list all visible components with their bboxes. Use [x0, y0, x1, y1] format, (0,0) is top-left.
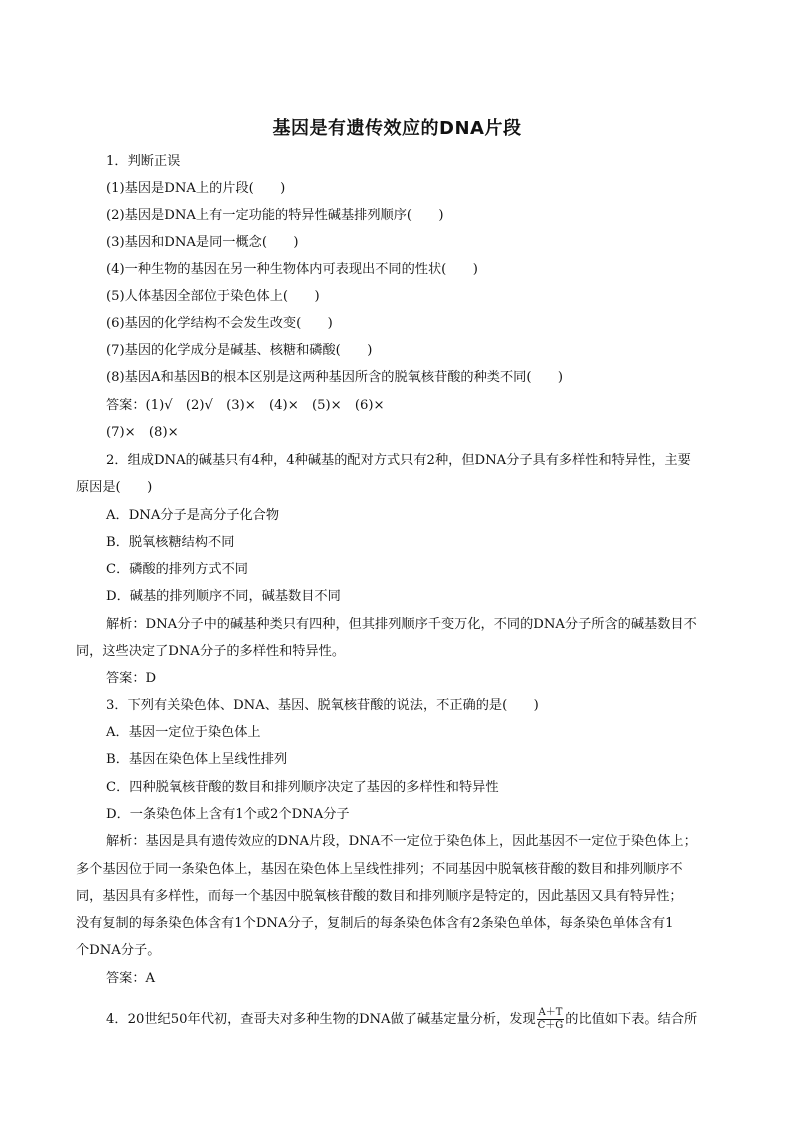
q4-stem: [106, 1007, 697, 1032]
q1-item-8: (8)基因A和基因B的根本区别是这两种基因所含的脱氧核苷酸的种类不同( ): [106, 370, 563, 385]
q2-option-c: C．磷酸的排列方式不同: [106, 562, 248, 577]
q1-answer-line-1: 答案：(1)√ (2)√ (3)× (4)× (5)× (6)×: [106, 398, 385, 413]
q3-option-d: D．一条染色体上含有1个或2个DNA分子: [106, 807, 350, 822]
q3-analysis-line-1: 解析：基因是具有遗传效应的DNA片段，DNA不一定位于染色体上，因此基因不一定位于染色体上；: [106, 834, 697, 849]
q3-analysis-line-4: 没有复制的每条染色体含有1个DNA分子，复制后的每条染色体含有2条染色单体，每条染色单体含有1: [76, 916, 674, 931]
q1-item-6: (6)基因的化学结构不会发生改变( ): [106, 316, 333, 331]
q1-item-2: (2)基因是DNA上有一定功能的特异性碱基排列顺序( ): [106, 208, 444, 223]
q2-analysis-line-2: 同，这些决定了DNA分子的多样性和特异性。: [76, 644, 346, 659]
q3-analysis-line-2: 多个基因位于同一条染色体上，基因在染色体上呈线性排列；不同基因中脱氧核苷酸的数目和排列顺序不: [76, 862, 683, 877]
q3-analysis-line-5: 个DNA分子。: [76, 943, 161, 958]
q1-item-3: (3)基因和DNA是同一概念( ): [106, 235, 299, 250]
q1-item-1: (1)基因是DNA上的片段( ): [106, 181, 286, 196]
q3-answer: 答案：A: [106, 971, 156, 986]
q2-option-b: B．脱氧核糖结构不同: [106, 535, 235, 550]
q3-analysis-line-3: 同，基因具有多样性，而每一个基因中脱氧核苷酸的数目和排列顺序是特定的，因此基因又具有特异性；: [76, 889, 683, 904]
q4-stem-after: 的比值如下表。结合所: [565, 1012, 698, 1027]
q3-stem: 3．下列有关染色体、DNA、基因、脱氧核苷酸的说法，不正确的是( ): [106, 698, 539, 713]
q2-answer: 答案：D: [106, 671, 157, 686]
q2-stem-line-1: 2．组成DNA的碱基只有4种，4种碱基的配对方式只有2种，但DNA分子具有多样性和特异性，主要: [106, 453, 691, 468]
q2-stem-line-2: 原因是( ): [76, 480, 153, 495]
q2-option-a: A．DNA分子是高分子化合物: [106, 508, 280, 523]
fraction-denominator: C＋G: [537, 1020, 564, 1031]
q3-option-c: C．四种脱氧核苷酸的数目和排列顺序决定了基因的多样性和特异性: [106, 780, 499, 795]
q1-item-4: (4)一种生物的基因在另一种生物体内可表现出不同的性状( ): [106, 262, 478, 277]
q1-item-5: (5)人体基因全部位于染色体上( ): [106, 289, 320, 304]
q2-option-d: D．碱基的排列顺序不同，碱基数目不同: [106, 589, 341, 604]
q2-analysis-line-1: 解析：DNA分子中的碱基种类只有四种，但其排列顺序千变万化，不同的DNA分子所含的碱基数目不: [106, 617, 697, 632]
q3-option-b: B．基因在染色体上呈线性排列: [106, 752, 288, 767]
q4-stem-before: 4．20世纪50年代初，查哥夫对多种生物的DNA做了碱基定量分析，发现: [106, 1012, 536, 1027]
q1-item-7: (7)基因的化学成分是碱基、核糖和磷酸( ): [106, 343, 373, 358]
q3-option-a: A．基因一定位于染色体上: [106, 725, 261, 740]
q1-answer-line-2: (7)× (8)×: [106, 425, 179, 440]
page-title: 基因是有遗传效应的DNA片段: [272, 118, 522, 139]
fraction-numerator: A＋T: [538, 1007, 563, 1018]
q1-heading: 1．判断正误: [106, 154, 181, 169]
ratio-fraction: [537, 1007, 565, 1032]
